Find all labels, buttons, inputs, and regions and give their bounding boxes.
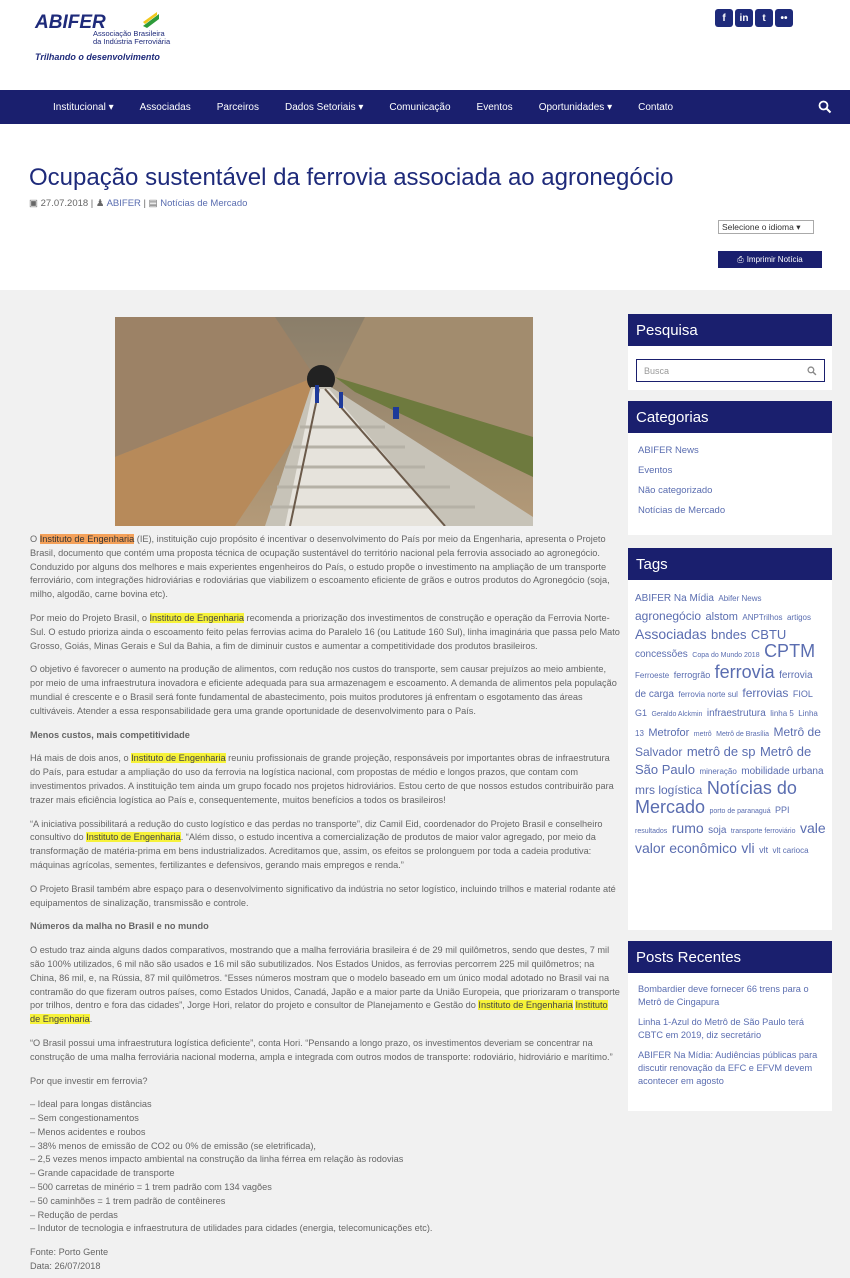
- tag-link[interactable]: vli: [741, 840, 755, 856]
- tag-link[interactable]: Copa do Mundo 2018: [692, 652, 760, 659]
- paragraph: O estudo traz ainda alguns dados comparativos, mostrando que a malha ferroviária brasileira é de 29 mil quilômetros, sendo que destes, 7 mil são 100% utilizados, 6 mil não são usados e 16 mil são subutilizados. Nos Estados Unidos, as ferrovias percorrem 225 mil quilômetros; na China, 86 mil, e, na Rússia, 87 mil quilômetros. “Esses números mostram que o modelo baseado em um único modal adotado no Brasil vai na contramão do que fizeram outros países, como Estados Unidos, Canadá, Japão e a maior parte da União Europeia, que priorizaram o transporte por trilhos, dentro e fora das cidades”, Jorge Hori, relator do projeto e consultor de Planejamento e Gestão do Instituto de Engenharia Instituto de Engenharia.: [30, 945, 620, 1025]
- list-item: – Ideal para longas distâncias: [30, 1099, 152, 1110]
- tags-widget: [628, 548, 832, 930]
- category-link[interactable]: Notícias de Mercado: [638, 505, 726, 516]
- tag-link[interactable]: vale: [799, 820, 826, 836]
- recent-posts-widget: [628, 941, 832, 1111]
- flickr-icon[interactable]: ••: [775, 9, 793, 27]
- post-header: [0, 124, 850, 290]
- tag-link[interactable]: transporte ferroviário: [730, 828, 796, 835]
- print-icon: ⎙: [737, 254, 744, 264]
- search-input[interactable]: Busca: [636, 359, 825, 382]
- tag-link[interactable]: bndes: [711, 627, 747, 642]
- nav-item[interactable]: Dados Setoriais ▾: [285, 101, 364, 113]
- category-link[interactable]: Eventos: [638, 465, 673, 476]
- tag-link[interactable]: ANPTrilhos: [742, 613, 783, 622]
- article-body: [30, 533, 620, 1274]
- source-line: Fonte: Porto Gente: [30, 1247, 109, 1258]
- social-links: [715, 9, 793, 27]
- widget-title: Posts Recentes: [628, 941, 832, 973]
- list-item: – 38% menos de emissão de CO2 ou 0% de emissão (se eletrificada),: [30, 1140, 316, 1151]
- list-item: – 2,5 vezes menos impacto ambiental na construção da linha férrea em relação às rodovias: [30, 1154, 404, 1165]
- tag-link[interactable]: ferrogrão: [673, 670, 711, 680]
- post-category-link[interactable]: Notícias de Mercado: [160, 198, 248, 209]
- tag-link[interactable]: linha 5: [770, 709, 794, 718]
- list-item: – 50 caminhões = 1 trem padrão de contêineres: [30, 1195, 226, 1206]
- tag-link[interactable]: resultados: [635, 828, 668, 835]
- categories-widget: [628, 401, 832, 535]
- nav-item[interactable]: Institucional ▾: [53, 101, 114, 113]
- list-item: – Indutor de tecnologia e infraestrutura de utilidades para cidades (energia, telecomunicações etc).: [30, 1223, 433, 1234]
- paragraph: O objetivo é favorecer o aumento na produção de alimentos, com redução nos custos do transporte, sem causar prejuízos ao meio ambiente, por meio de uma infraestrutura inovadora e eficiente adequada para sua armazenagem e escoamento. A demanda de alimentos pela população mundial é crescente e o Brasil será fonte fundamental de abastecimento, pois muitos produtores já enfrentam o esgotamento das áreas cultiváveis. Atender a essa responsabilidade gera uma grande oportunidade de desenvolvimento para o País.: [30, 664, 617, 716]
- tag-link[interactable]: Associadas: [635, 626, 707, 642]
- twitter-icon[interactable]: t: [755, 9, 773, 27]
- date-line: Data: 26/07/2018: [30, 1261, 101, 1272]
- calendar-icon: ▣: [29, 198, 38, 209]
- tag-link[interactable]: Abifer News: [718, 594, 762, 603]
- post-date: 27.07.2018: [40, 198, 89, 209]
- tag-link[interactable]: Metrô de São Paulo: [635, 744, 812, 777]
- paragraph: Por que investir em ferrovia?: [30, 1075, 148, 1086]
- nav-item[interactable]: Oportunidades ▾: [538, 101, 613, 113]
- tag-link[interactable]: porto de paranaguá: [709, 808, 771, 815]
- file-icon: ▤: [148, 198, 158, 209]
- search-widget: [628, 314, 832, 390]
- search-icon[interactable]: [818, 100, 832, 114]
- tag-link[interactable]: vlt: [759, 845, 769, 855]
- tag-link[interactable]: valor econômico: [635, 840, 737, 856]
- tag-link[interactable]: Metrô de Brasília: [716, 731, 770, 738]
- tag-link[interactable]: infraestrutura: [706, 708, 766, 719]
- tag-link[interactable]: metrô de sp: [686, 744, 756, 759]
- tag-link[interactable]: mineração: [699, 767, 737, 776]
- category-link[interactable]: Não categorizado: [638, 485, 713, 496]
- main-nav: [0, 90, 850, 124]
- tag-link[interactable]: FIOL: [792, 689, 813, 699]
- tag-link[interactable]: vlt carioca: [772, 846, 809, 855]
- category-link[interactable]: ABIFER News: [638, 445, 699, 456]
- tag-link[interactable]: Notícias do Mercado: [635, 778, 797, 817]
- widget-title: Pesquisa: [628, 314, 832, 346]
- tag-link[interactable]: metrô: [693, 731, 712, 738]
- highlight-link[interactable]: Instituto de Engenharia: [30, 1000, 608, 1025]
- widget-title: Tags: [628, 548, 832, 580]
- list-item: – Sem congestionamentos: [30, 1113, 139, 1124]
- tag-link[interactable]: Ferroeste: [635, 671, 670, 680]
- nav-item[interactable]: Contato: [638, 101, 674, 113]
- tag-link[interactable]: ferrovia norte sul: [678, 690, 738, 699]
- tag-link[interactable]: concessões: [635, 649, 688, 660]
- paragraph: “O Brasil possui uma infraestrutura logística deficiente”, conta Hori. “Pensando a longo prazo, os investimentos deveriam se concentrar na construção de uma malha ferroviária nacional moderna, ampla e integrada com outros modos de transporte: rodoviário, hidroviário e marítimo.”: [30, 1037, 613, 1062]
- tag-link[interactable]: Linha 13: [635, 709, 818, 738]
- recent-post-link[interactable]: ABIFER Na Mídia: Audiências públicas para discutir renovação da EFC e EFVM devem acontecer em agosto: [638, 1050, 818, 1086]
- paragraph: Há mais de dois anos, o Instituto de Engenharia reuniu profissionais de grande projeção, responsáveis por importantes obras de infraestrutura do País, para estudar a ampliação do uso da ferrovia na logística nacional, com propostas de médio e longos prazos, que contam com investimentos privados. A instituição tem ainda um grupo focado nos projetos hidroviários. Estou certo de que nossos estudos contribuirão para trazer mais eficiência logística ao País e, consequentemente, muitos benefícios a todos os brasileiros!: [30, 753, 614, 805]
- highlight-link[interactable]: Instituto de Engenharia: [478, 1000, 573, 1011]
- tag-link[interactable]: Metrô de Salvador: [635, 725, 821, 759]
- list-item: – Redução de perdas: [30, 1209, 118, 1220]
- tagline: Trilhando o desenvolvimento: [35, 52, 160, 62]
- tag-link[interactable]: G1: [635, 708, 648, 718]
- paragraph: O Instituto de Engenharia (IE), instituição cujo propósito é incentivar o desenvolvimento do País por meio da Engenharia, apresenta o Projeto Brasil, documento que contém uma proposta técnica de ocupação sustentável do território nacional pela ferrovia associado ao agronegócio. Conduzido por alguns dos melhores e mais experientes engenheiros do País, o estudo propõe o investimento na ampliação de um transporte ferroviário, com integrações hidroviárias e rodoviárias que viabilizem o escoamento eficiente de grãos e outros produtos do Agronegócio (soja, milho, algodão, carne bovina etc).: [30, 534, 610, 600]
- highlight-link[interactable]: Instituto de Engenharia: [39, 534, 135, 544]
- paragraph: Por meio do Projeto Brasil, o Instituto de Engenharia recomenda a priorização dos investimentos de construção e operação da Ferrovia Norte-Sul. O estudo prioriza ainda o escoamento feito pelas ferrovias acima do Paralelo 16 (ou Latitude 160 Sul), linha imaginária que passa pelo Mato Grosso, Goiás, Minas Gerais e Sul da Bahia, a fim de diminuir custos e aumentar a competitividade dos produtos brasileiros.: [30, 612, 620, 651]
- subheading: Menos custos, mais competitividade: [30, 729, 190, 740]
- recent-post-link[interactable]: Linha 1-Azul do Metrô de São Paulo terá CBTC em 2019, diz secretário: [638, 1017, 804, 1040]
- tag-link[interactable]: mobilidade urbana: [741, 766, 824, 777]
- list-item: – Menos acidentes e roubos: [30, 1126, 146, 1137]
- tag-link[interactable]: CPTM: [764, 641, 816, 661]
- benefits-list: [30, 1098, 620, 1236]
- recent-post-link[interactable]: Bombardier deve fornecer 66 trens para o Metrô de Cingapura: [638, 984, 809, 1007]
- site-header: [0, 0, 850, 90]
- tag-link[interactable]: Metrofor: [648, 727, 690, 739]
- print-button[interactable]: ⎙ Imprimir Notícia: [718, 251, 822, 268]
- highlight-link[interactable]: Instituto de Engenharia: [131, 753, 226, 764]
- tag-link[interactable]: CBTU: [750, 627, 787, 642]
- highlight-link[interactable]: Instituto de Engenharia: [86, 832, 181, 843]
- linkedin-icon[interactable]: in: [735, 9, 753, 27]
- user-icon: ♟: [95, 198, 105, 209]
- facebook-icon[interactable]: f: [715, 9, 733, 27]
- widget-title: Categorias: [628, 401, 832, 433]
- subheading: Números da malha no Brasil e no mundo: [30, 921, 209, 932]
- logo-flag-icon: [141, 10, 161, 30]
- nav-item[interactable]: Comunicação: [389, 101, 451, 113]
- paragraph: “A iniciativa possibilitará a redução do custo logístico e das perdas no transporte”, diz Camil Eid, coordenador do Projeto Brasil e conselheiro consultivo do Instituto de Engenharia. “Além disso, o estudo incentiva a comercialização de produtos de maior valor agregado, por meio da transformação de matéria-prima em bens industrializados. Acreditamos que, assim, os efeitos se prolonguem por toda a cadeia produtiva: máquinas agrícolas, sementes, fertilizantes e defensivos, gerando mais empregos e renda.”: [30, 818, 603, 870]
- language-select[interactable]: Selecione o idioma ▾: [718, 220, 814, 234]
- tag-link[interactable]: artigos: [786, 613, 811, 622]
- list-item: – 500 carretas de minério = 1 trem padrão com 134 vagões: [30, 1182, 272, 1193]
- paragraph: O Projeto Brasil também abre espaço para o desenvolvimento significativo da indústria no setor logístico, incluindo trilhos e material rodante até equipamentos de sinalização, transmissão e controle.: [30, 883, 616, 908]
- nav-item[interactable]: Eventos: [476, 101, 513, 113]
- tag-link[interactable]: ferrovia: [714, 662, 775, 682]
- post-meta: ▣ 27.07.2018 | ♟ ABIFER | ▤ Notícias de Mercado: [29, 198, 248, 209]
- tag-link[interactable]: ABIFER Na Mídia: [635, 593, 714, 604]
- tag-link[interactable]: alstom: [705, 611, 738, 623]
- tag-link[interactable]: Geraldo Alckmin: [651, 711, 703, 718]
- tag-link[interactable]: PPI: [775, 805, 790, 815]
- article-image: [115, 317, 533, 526]
- page-title: Ocupação sustentável da ferrovia associada ao agronegócio: [29, 164, 674, 191]
- highlight-link[interactable]: Instituto de Engenharia: [149, 612, 244, 623]
- list-item: – Grande capacidade de transporte: [30, 1168, 175, 1179]
- search-icon: [807, 366, 817, 376]
- tag-link[interactable]: mrs logística: [635, 783, 703, 797]
- tag-link[interactable]: ferrovia de carga: [635, 670, 813, 700]
- tag-link[interactable]: agronegócio: [635, 609, 702, 623]
- tag-link[interactable]: soja: [708, 825, 727, 836]
- nav-item[interactable]: Parceiros: [216, 101, 259, 113]
- nav-item[interactable]: Associadas: [139, 101, 191, 113]
- tag-link[interactable]: ferrovias: [742, 686, 789, 700]
- logo-text: ABIFER: [35, 12, 106, 33]
- tag-link[interactable]: rumo: [671, 820, 704, 836]
- logo-subtitle: Associação Brasileira da Indústria Ferroviária: [93, 29, 171, 46]
- post-author-link[interactable]: ABIFER: [106, 198, 141, 209]
